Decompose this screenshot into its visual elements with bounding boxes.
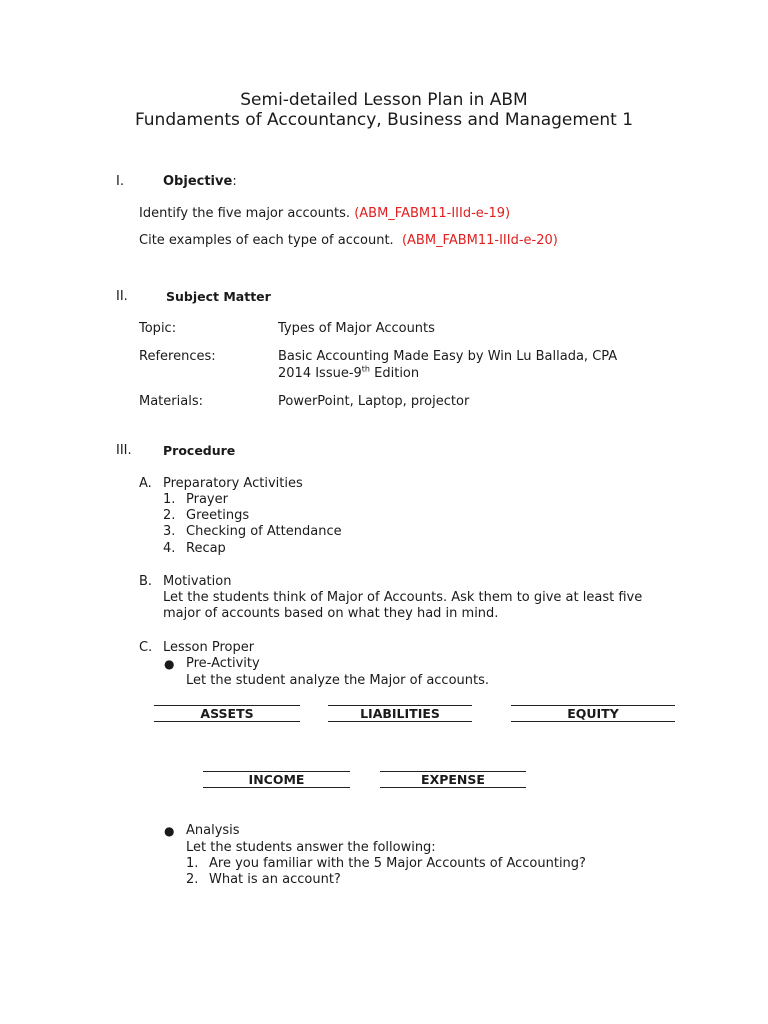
materials-label: Materials: [139, 394, 203, 409]
section-heading-objective: Objective: [163, 174, 237, 189]
document-title-line-2: Fundaments of Accountancy, Business and Management 1 [134, 110, 634, 130]
subsection-letter-b: B. [139, 574, 153, 589]
list-number: 1. [186, 856, 199, 871]
section-numeral-procedure: III. [116, 443, 132, 458]
section-numeral-subject-matter: II. [116, 289, 128, 304]
list-item-recap: Recap [186, 541, 226, 556]
pre-activity-text: Let the student analyze the Major of accounts. [186, 673, 490, 688]
analysis-text: Let the students answer the following: [186, 840, 436, 855]
competency-code: (ABM_FABM11-IIId-e-20) [401, 233, 558, 248]
subsection-title-lesson-proper: Lesson Proper [163, 640, 255, 655]
list-item-greetings: Greetings [186, 508, 250, 523]
references-line-2: 2014 Issue-9th Edition [278, 364, 420, 381]
list-number: 2. [186, 872, 199, 887]
analysis-question-2: What is an account? [209, 872, 341, 887]
motivation-text-line-2: major of accounts based on what they had in mind. [163, 606, 499, 621]
account-box-income: INCOME [203, 771, 350, 788]
motivation-text-line-1: Let the students think of Major of Accounts. Ask them to give at least five [163, 590, 643, 605]
list-number: 3. [163, 524, 176, 539]
bullet-icon: ● [164, 824, 175, 838]
list-number: 2. [163, 508, 176, 523]
list-number: 1. [163, 492, 176, 507]
section-numeral-objective: I. [116, 174, 124, 189]
list-number: 4. [163, 541, 176, 556]
account-box-liabilities: LIABILITIES [328, 705, 472, 722]
pre-activity-title: Pre-Activity [186, 656, 260, 671]
list-item-attendance: Checking of Attendance [186, 524, 342, 539]
account-box-equity: EQUITY [511, 705, 675, 722]
subsection-letter-c: C. [139, 640, 153, 655]
analysis-title: Analysis [186, 823, 240, 838]
subsection-title-preparatory: Preparatory Activities [163, 476, 303, 491]
section-heading-procedure: Procedure [163, 443, 236, 458]
analysis-question-1: Are you familiar with the 5 Major Accounts of Accounting? [209, 856, 586, 871]
subsection-title-motivation: Motivation [163, 574, 232, 589]
section-heading-subject-matter: Subject Matter [166, 289, 271, 304]
bullet-icon: ● [164, 657, 175, 671]
account-box-expense: EXPENSE [380, 771, 526, 788]
materials-value: PowerPoint, Laptop, projector [278, 394, 470, 409]
competency-code: (ABM_FABM11-IIId-e-19) [354, 206, 511, 221]
topic-label: Topic: [139, 321, 177, 336]
subsection-letter-a: A. [139, 476, 152, 491]
document-title-line-1: Semi-detailed Lesson Plan in ABM [240, 90, 528, 110]
topic-value: Types of Major Accounts [278, 321, 435, 336]
objective-item-2: Cite examples of each type of account. (ABM_FABM11-IIId-e-20) [139, 233, 558, 248]
references-label: References: [139, 349, 216, 364]
objective-item-1: Identify the five major accounts. (ABM_FABM11-IIId-e-19) [139, 206, 511, 221]
references-line-1: Basic Accounting Made Easy by Win Lu Ballada, CPA [278, 349, 618, 364]
list-item-prayer: Prayer [186, 492, 228, 507]
account-box-assets: ASSETS [154, 705, 300, 722]
